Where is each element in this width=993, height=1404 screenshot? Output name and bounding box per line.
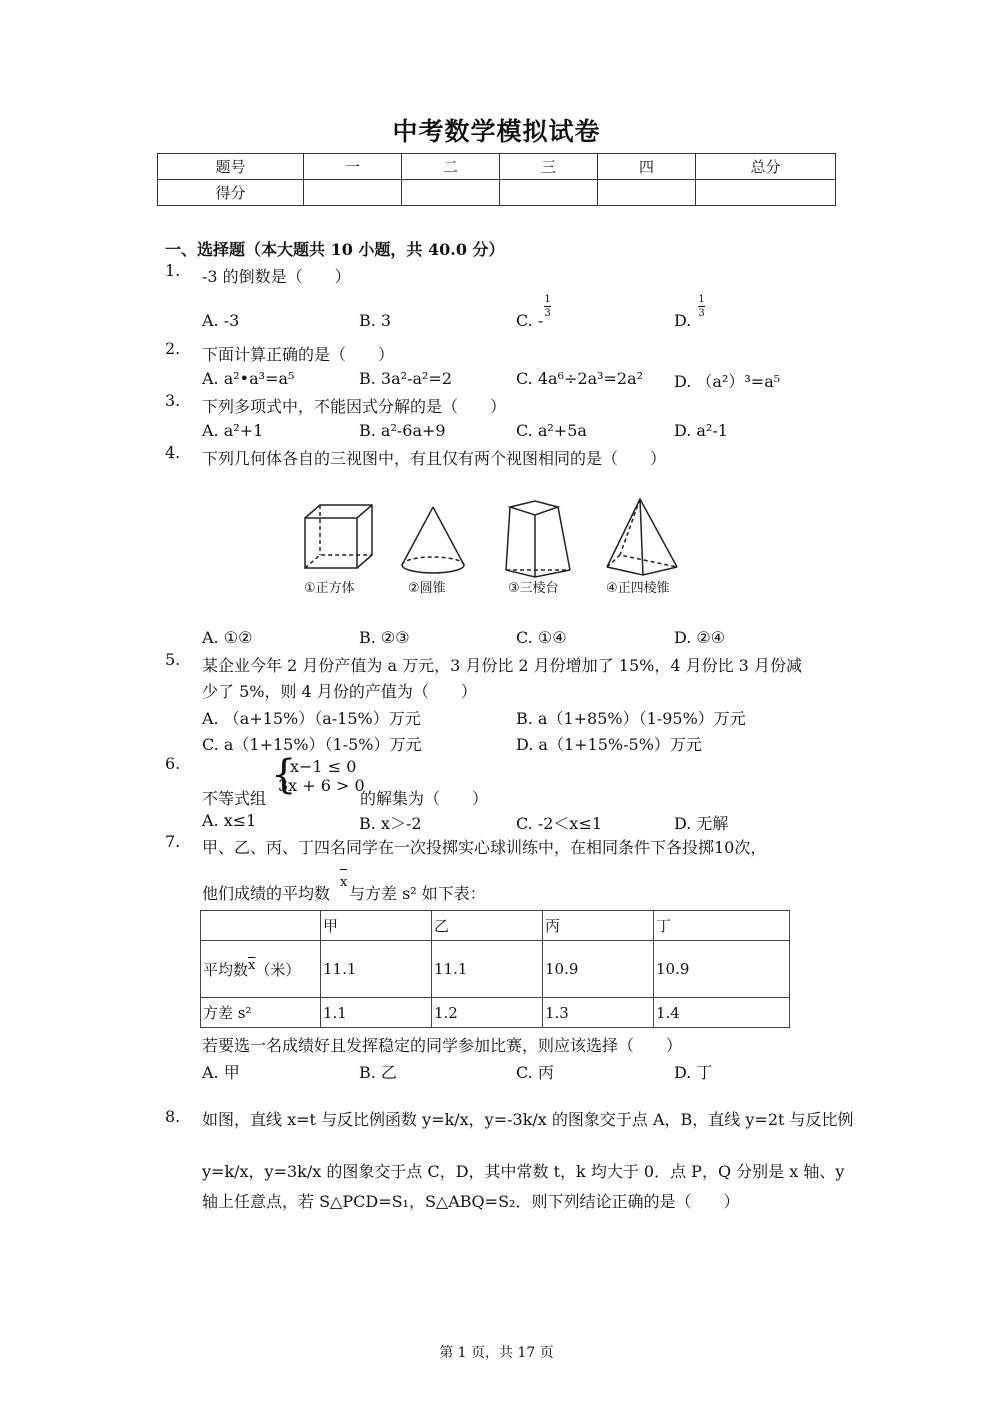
table-cell: 11.1 [432,941,543,998]
score-cell[interactable] [304,180,402,206]
cube-figure [305,505,372,568]
option-a[interactable]: A. a²+1 [202,421,264,440]
question-stem-line: 如图，直线 x=t 与反比例函数 y=k/x，y=-3k/x 的图象交于点 A，B，直线 y=2t 与反比例 [202,1110,854,1129]
question-number: 5. [165,650,181,669]
score-table [157,153,836,206]
score-header-cell: 三 [500,154,598,180]
question-stem-line: 他们成绩的平均数 [202,884,331,903]
figure-label-cone: ②圆锥 [408,581,446,596]
score-header-cell: 二 [402,154,500,180]
inequality-1: x−1 ≤ 0 [290,757,357,776]
fraction-d [698,294,705,319]
option-b[interactable]: B. 3 [359,311,392,330]
question-stem-line: y=k/x，y=3k/x 的图象交于点 C，D，其中常数 t，k 均大于 0．点 P，Q 分别是 x 轴、y [202,1162,845,1181]
table-cell: 1.3 [543,998,654,1028]
question-stem: -3 的倒数是（ ） [202,267,351,286]
table-header-row [201,911,790,941]
table-cell: 1.4 [654,998,790,1028]
question-stem: 不等式组 [202,789,267,808]
option-c[interactable]: C. a（1+15%）（1-5%）万元 [202,735,422,754]
table-header-cell: 甲 [321,911,432,941]
option-a[interactable]: A. a²•a³=a⁵ [202,369,295,388]
question-stem-line: 轴上任意点，若 S△PCD=S₁，S△ABQ=S₂．则下列结论正确的是（ ） [202,1192,740,1211]
row-label: 方差 s² [201,998,321,1028]
table-row [201,998,790,1028]
section-heading: 一、选择题（本大题共 10 小题，共 40.0 分） [165,240,505,259]
page-title: 中考数学模拟试卷 [392,117,601,146]
figure-label-frustum: ③三棱台 [508,581,559,596]
inequality-2: 3x + 6 > 0 [278,776,365,795]
option-a[interactable]: A. ①② [202,628,253,647]
question-stem-line: 甲、乙、丙、丁四名同学在一次投掷实心球训练中，在相同条件下各投掷10次， [202,838,767,857]
option-a[interactable]: A. -3 [202,311,240,330]
option-b[interactable]: B. 乙 [359,1063,397,1082]
question-stem: 下面计算正确的是（ ） [202,345,395,364]
fraction-bar [544,306,551,307]
question-stem-line: 某企业今年 2 月份产值为 a 万元，3 月份比 2 月份增加了 15%，4 月份比 3 月份减 [202,656,802,675]
score-header-cell: 四 [598,154,696,180]
option-d[interactable]: D. a（1+15%-5%）万元 [516,735,702,754]
pyramid-figure [607,499,677,575]
row-label-unit: （米） [255,960,301,979]
option-b[interactable]: B. ②③ [359,628,410,647]
table-cell: 1.2 [432,998,543,1028]
brace: { [271,752,297,798]
option-b[interactable]: B. a²-6a+9 [359,421,446,440]
option-a[interactable]: A. （a+15%）（a-15%）万元 [202,709,421,728]
option-c[interactable]: C. a²+5a [516,421,587,440]
question-number: 6. [165,754,181,773]
score-cell[interactable] [598,180,696,206]
question-stem-line: 与方差 s² 如下表： [349,884,486,903]
fraction-numerator: 1 [544,294,551,305]
question-number: 8. [165,1107,181,1126]
option-c[interactable]: C. 丙 [516,1063,554,1082]
option-d[interactable]: D. [674,311,692,330]
option-a[interactable]: A. 甲 [202,1063,240,1082]
question-number: 2. [165,339,181,358]
table-cell: 1.1 [321,998,432,1028]
score-cell[interactable] [500,180,598,206]
score-cell[interactable] [696,180,836,206]
question-followup: 若要选一名成绩好且发挥稳定的同学参加比赛，则应该选择（ ） [202,1036,683,1055]
table-cell: 10.9 [543,941,654,998]
option-b[interactable]: B. a（1+85%）（1-95%）万元 [516,709,746,728]
row-label-text: 平均数 [203,960,249,979]
fraction-numerator: 1 [698,294,705,305]
fraction-c [544,294,551,319]
table-cell: 11.1 [321,941,432,998]
question-number: 7. [165,832,181,851]
question-stem-line: 少了 5%，则 4 月份的产值为（ ） [202,682,477,701]
score-table-header-row [158,154,836,180]
table-header-cell: 乙 [432,911,543,941]
option-c[interactable]: C. 4a⁶÷2a³=2a² [516,369,644,388]
fraction-denominator: 3 [544,308,551,319]
score-cell[interactable] [402,180,500,206]
option-d[interactable]: D. 无解 [674,814,729,833]
fraction-denominator: 3 [698,308,705,319]
option-c[interactable]: C. ①④ [516,628,567,647]
score-table-score-row [158,180,836,206]
option-d[interactable]: D. 丁 [674,1063,713,1082]
mean-bar [340,869,347,870]
frustum-figure [506,501,570,577]
score-header-cell: 总分 [696,154,836,180]
question-number: 1. [165,261,181,280]
option-d[interactable]: D. ②④ [674,628,726,647]
table-header-cell: 丁 [654,911,790,941]
table-row [201,941,790,998]
table-header-cell [201,911,321,941]
score-header-cell: 一 [304,154,402,180]
figure-label-pyramid: ④正四棱锥 [606,581,670,596]
row-label [201,941,321,998]
option-c[interactable]: C. -2＜x≤1 [516,814,603,833]
option-d[interactable]: D. （a²）³=a⁵ [674,372,781,391]
scores-table [200,910,790,1028]
score-header-cell: 题号 [158,154,304,180]
option-b[interactable]: B. 3a²-a²=2 [359,369,453,388]
table-cell: 10.9 [654,941,790,998]
option-c[interactable]: C. - [516,311,544,330]
cone-figure [402,507,464,573]
question-stem: 下列几何体各自的三视图中，有且仅有两个视图相同的是（ ） [202,449,667,468]
mean-symbol: x [340,875,348,890]
question-stem-tail: 的解集为（ ） [360,789,489,808]
fraction-bar [698,306,705,307]
option-d[interactable]: D. a²-1 [674,421,728,440]
page-footer: 第 1 页，共 17 页 [439,1345,554,1361]
mean-symbol: $\overline{x}$ [248,957,256,973]
score-row-label: 得分 [158,180,304,206]
question-number: 4. [165,443,181,462]
option-b[interactable]: B. x＞-2 [359,814,422,833]
option-a[interactable]: A. x≤1 [202,811,257,830]
question-number: 3. [165,391,181,410]
figure-label-cube: ①正方体 [304,581,355,596]
question-stem: 下列多项式中，不能因式分解的是（ ） [202,397,507,416]
table-header-cell: 丙 [543,911,654,941]
